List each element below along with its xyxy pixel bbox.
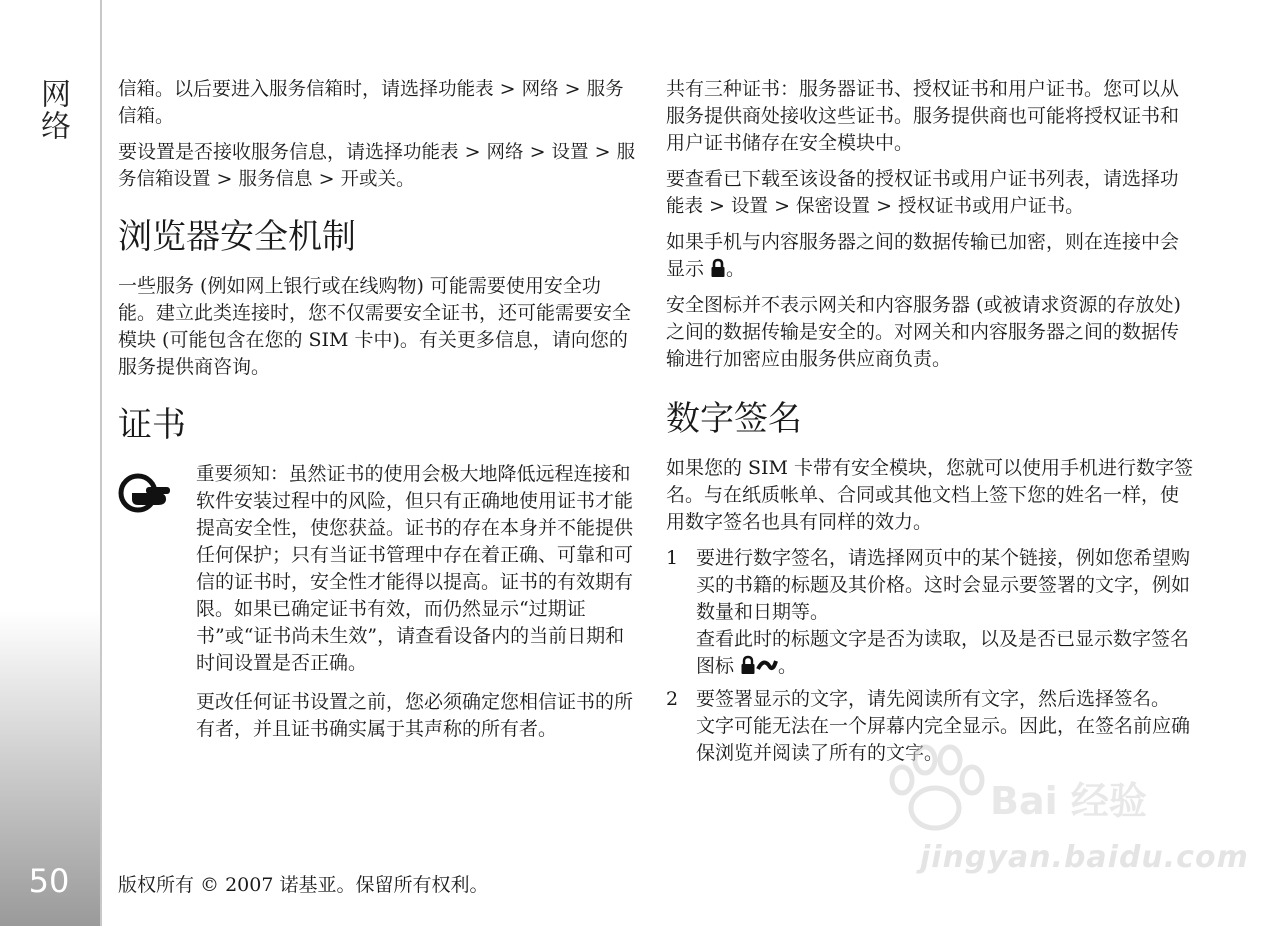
list-item: 2 要签署显示的文字，请先阅读所有文字，然后选择签名。 文字可能无法在一个屏幕内完全显示。因此，在签名前应确保浏览并阅读了所有的文字。	[666, 688, 1191, 764]
digital-signature-icon	[740, 655, 778, 675]
mailbox-path-paragraph: 信箱。以后要进入服务信箱时，请选择功能表 > 网络 > 服务信箱。	[118, 78, 624, 127]
signature-paragraph: 如果您的 SIM 卡带有安全模块，您就可以使用手机进行数字签名。与在纸质帐单、合同或其他文档上签下您的姓名一样，使用数字签名也具有同样的效力。	[666, 457, 1194, 533]
note-paragraph-2: 更改任何证书设置之前，您必须确定您相信证书的所有者，并且证书确实属于其声称的所有者。	[196, 691, 634, 740]
watermark-brand: Bai 经验	[990, 779, 1147, 823]
left-column	[118, 76, 638, 755]
cert-types-paragraph: 共有三种证书：服务器证书、授权证书和用户证书。您可以从服务提供商处接收这些证书。服务提供商也可能将授权证书和用户证书储存在安全模块中。	[666, 78, 1180, 154]
service-info-setting-paragraph: 要设置是否接收服务信息，请选择功能表 > 网络 > 设置 > 服务信箱设置 > 服务信息 > 开或关。	[118, 141, 636, 190]
note-text: 重要须知：虽然证书的使用会极大地降低远程连接和软件安装过程中的风险，但只有正确地使用证书才能提高安全性，使您获益。证书的存在本身并不能提供任何保护；只有当证书管理中存在着正确、可靠和可信的证书时，安全性才能得以提高。证书的有效期有限。如果已确定证书有效，而仍然显示“过期证书”或“证书尚未生效”，请查看设备内的当前日期和时间设置是否正确。	[196, 463, 634, 674]
view-certs-paragraph: 要查看已下载至该设备的授权证书或用户证书列表，请选择功能表 > 设置 > 保密设置 > 授权证书或用户证书。	[666, 168, 1179, 217]
heading-digital-signature: 数字签名	[666, 399, 802, 439]
hand-pointer-icon	[118, 469, 174, 517]
heading-browser-security: 浏览器安全机制	[118, 217, 356, 257]
signature-steps	[666, 545, 1196, 767]
heading-certificates: 证书	[118, 405, 186, 445]
security-icon-paragraph: 安全图标并不表示网关和内容服务器 (或被请求资源的存放处) 之间的数据传输是安全的。对网关和内容服务器之间的数据传输进行加密应由服务供应商负责。	[666, 294, 1181, 370]
lock-icon	[710, 258, 726, 278]
page-number: 50	[28, 862, 70, 900]
security-paragraph: 一些服务 (例如网上银行或在线购物) 可能需要使用安全功能。建立此类连接时，您不仅需要安全证书，还可能需要安全模块 (可能包含在您的 SIM 卡中)。有关更多信息，请向您的服务提供商咨询。	[118, 275, 632, 378]
list-item: 1 要进行数字签名，请选择网页中的某个链接，例如您希望购买的书籍的标题及其价格。这时会显示要签署的文字，例如数量和日期等。 查看此时的标题文字是否为读取，以及是否已显示数字签名图标 。	[666, 547, 1191, 677]
right-column	[666, 76, 1196, 773]
copyright-footer: 版权所有 © 2007 诺基亚。保留所有权利。	[118, 874, 489, 896]
important-note	[118, 461, 638, 743]
side-tab	[0, 0, 102, 926]
encryption-paragraph: 如果手机与内容服务器之间的数据传输已加密，则在连接中会显示 。	[666, 231, 1180, 280]
section-title: 网络	[35, 78, 70, 142]
watermark-url: jingyan.baidu.com	[920, 840, 1249, 875]
